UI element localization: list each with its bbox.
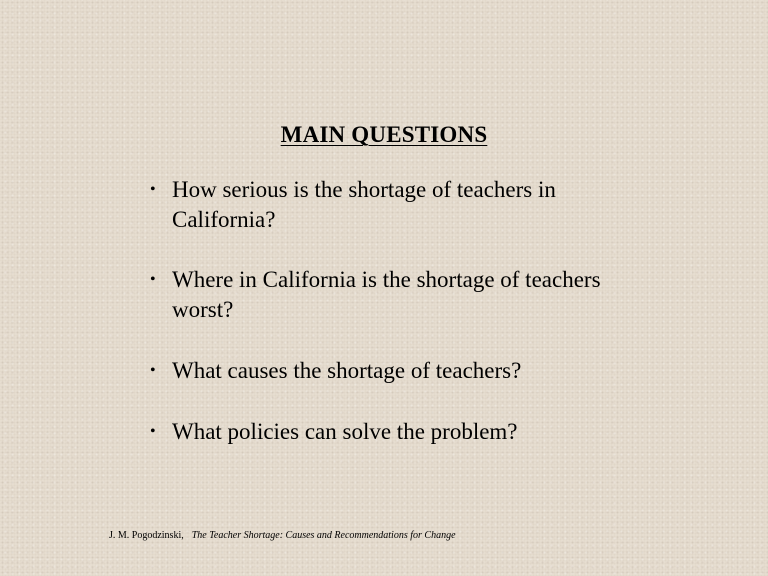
bullet-item bbox=[150, 356, 620, 386]
footer bbox=[109, 530, 456, 541]
bullet-text: How serious is the shortage of teachers in California? bbox=[172, 177, 556, 232]
bullet-item bbox=[150, 265, 620, 325]
bullet-text: What causes the shortage of teachers? bbox=[172, 358, 522, 383]
footer-work-title: The Teacher Shortage: Causes and Recommendations for Change bbox=[191, 530, 456, 541]
bullet-icon: • bbox=[150, 181, 156, 198]
bullet-item bbox=[150, 175, 620, 235]
footer-author: J. M. Pogodzinski, bbox=[109, 530, 184, 541]
bullet-text: Where in California is the shortage of teachers worst? bbox=[172, 267, 601, 322]
bullet-icon: • bbox=[150, 362, 156, 379]
bullet-icon: • bbox=[150, 271, 156, 288]
slide-title: MAIN QUESTIONS bbox=[280, 122, 488, 147]
bullet-icon: • bbox=[150, 423, 156, 440]
bullet-text: What policies can solve the problem? bbox=[172, 419, 518, 444]
bullet-item bbox=[150, 417, 620, 447]
